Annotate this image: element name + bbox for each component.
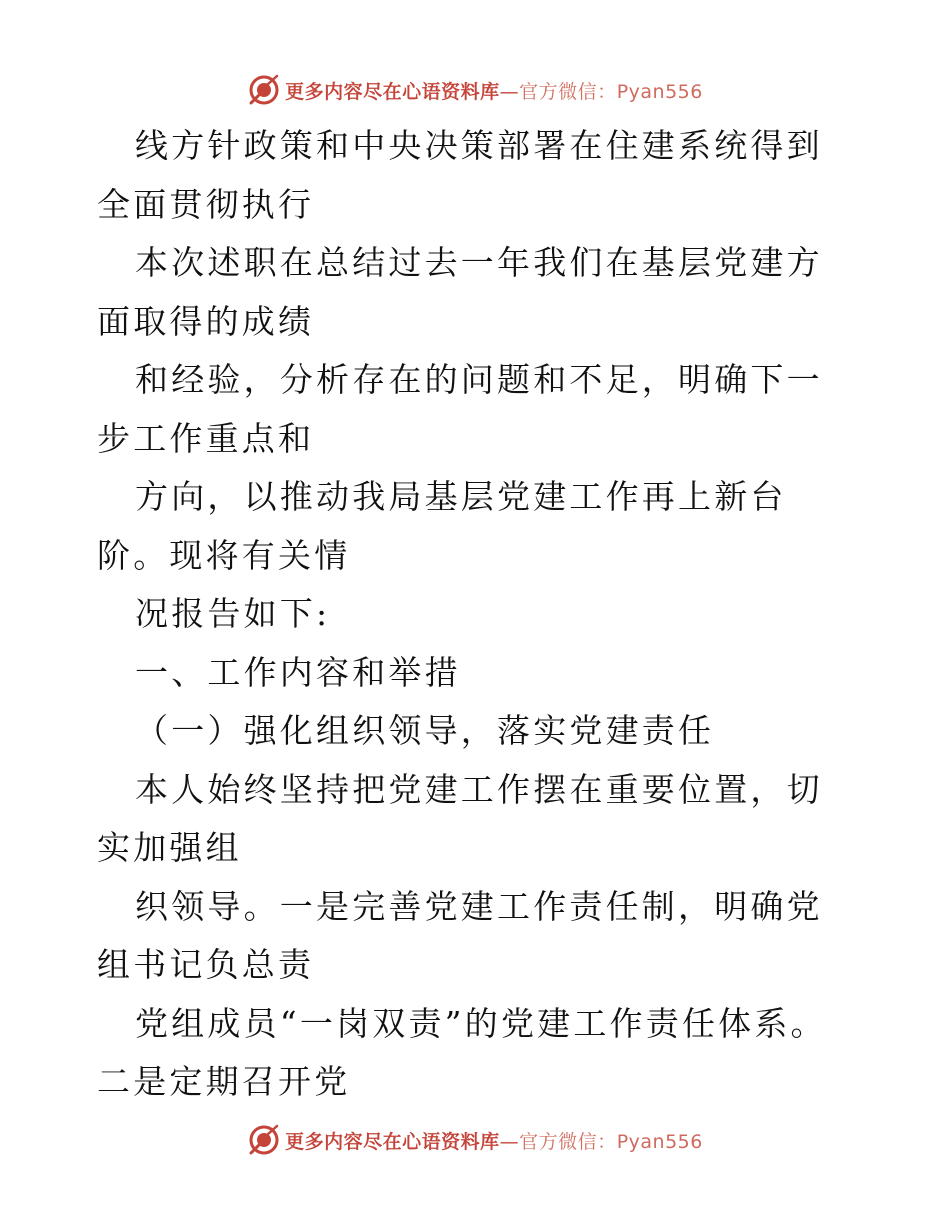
banner-dash: — — [499, 80, 520, 103]
paragraph-1: 线方针政策和中央决策部署在住建系统得到全面贯彻执行 — [97, 126, 823, 224]
paragraph-4: 方向，以推动我局基层党建工作再上新台阶。现将有关情 — [97, 477, 787, 575]
banner-wechat-id: Pyan556 — [616, 80, 703, 103]
footer-banner-text — [285, 1127, 703, 1154]
section-heading: 一、工作内容和举措 — [135, 652, 461, 692]
banner-main-text: 更多内容尽在心语资料库 — [285, 1130, 500, 1153]
pen-logo-icon — [247, 73, 281, 107]
paragraph-7: 织领导。一是完善党建工作责任制，明确党组书记负总责 — [97, 886, 823, 984]
paragraph-5: 况报告如下: — [135, 594, 331, 633]
banner-dash: — — [499, 1130, 520, 1153]
banner-wechat-id: Pyan556 — [616, 1130, 703, 1153]
footer-banner — [0, 1118, 950, 1162]
paragraph-6: 本人始终坚持把党建工作摆在重要位置，切实加强组 — [97, 769, 823, 867]
header-banner-text — [285, 77, 703, 104]
pen-logo-icon — [247, 1123, 281, 1157]
banner-main-text: 更多内容尽在心语资料库 — [285, 80, 500, 103]
document-body — [97, 117, 857, 1112]
paragraph-3: 和经验，分析存在的问题和不足，明确下一步工作重点和 — [97, 360, 823, 458]
paragraph-2: 本次述职在总结过去一年我们在基层党建方面取得的成绩 — [97, 243, 823, 341]
banner-wechat-label: 官方微信： — [519, 80, 617, 103]
subsection-heading: （一）强化组织领导，落实党建责任 — [135, 711, 715, 750]
header-banner — [0, 68, 950, 112]
banner-wechat-label: 官方微信： — [519, 1130, 617, 1153]
paragraph-8: 党组成员“一岗双责”的党建工作责任体系。二是定期召开党 — [97, 1003, 827, 1101]
